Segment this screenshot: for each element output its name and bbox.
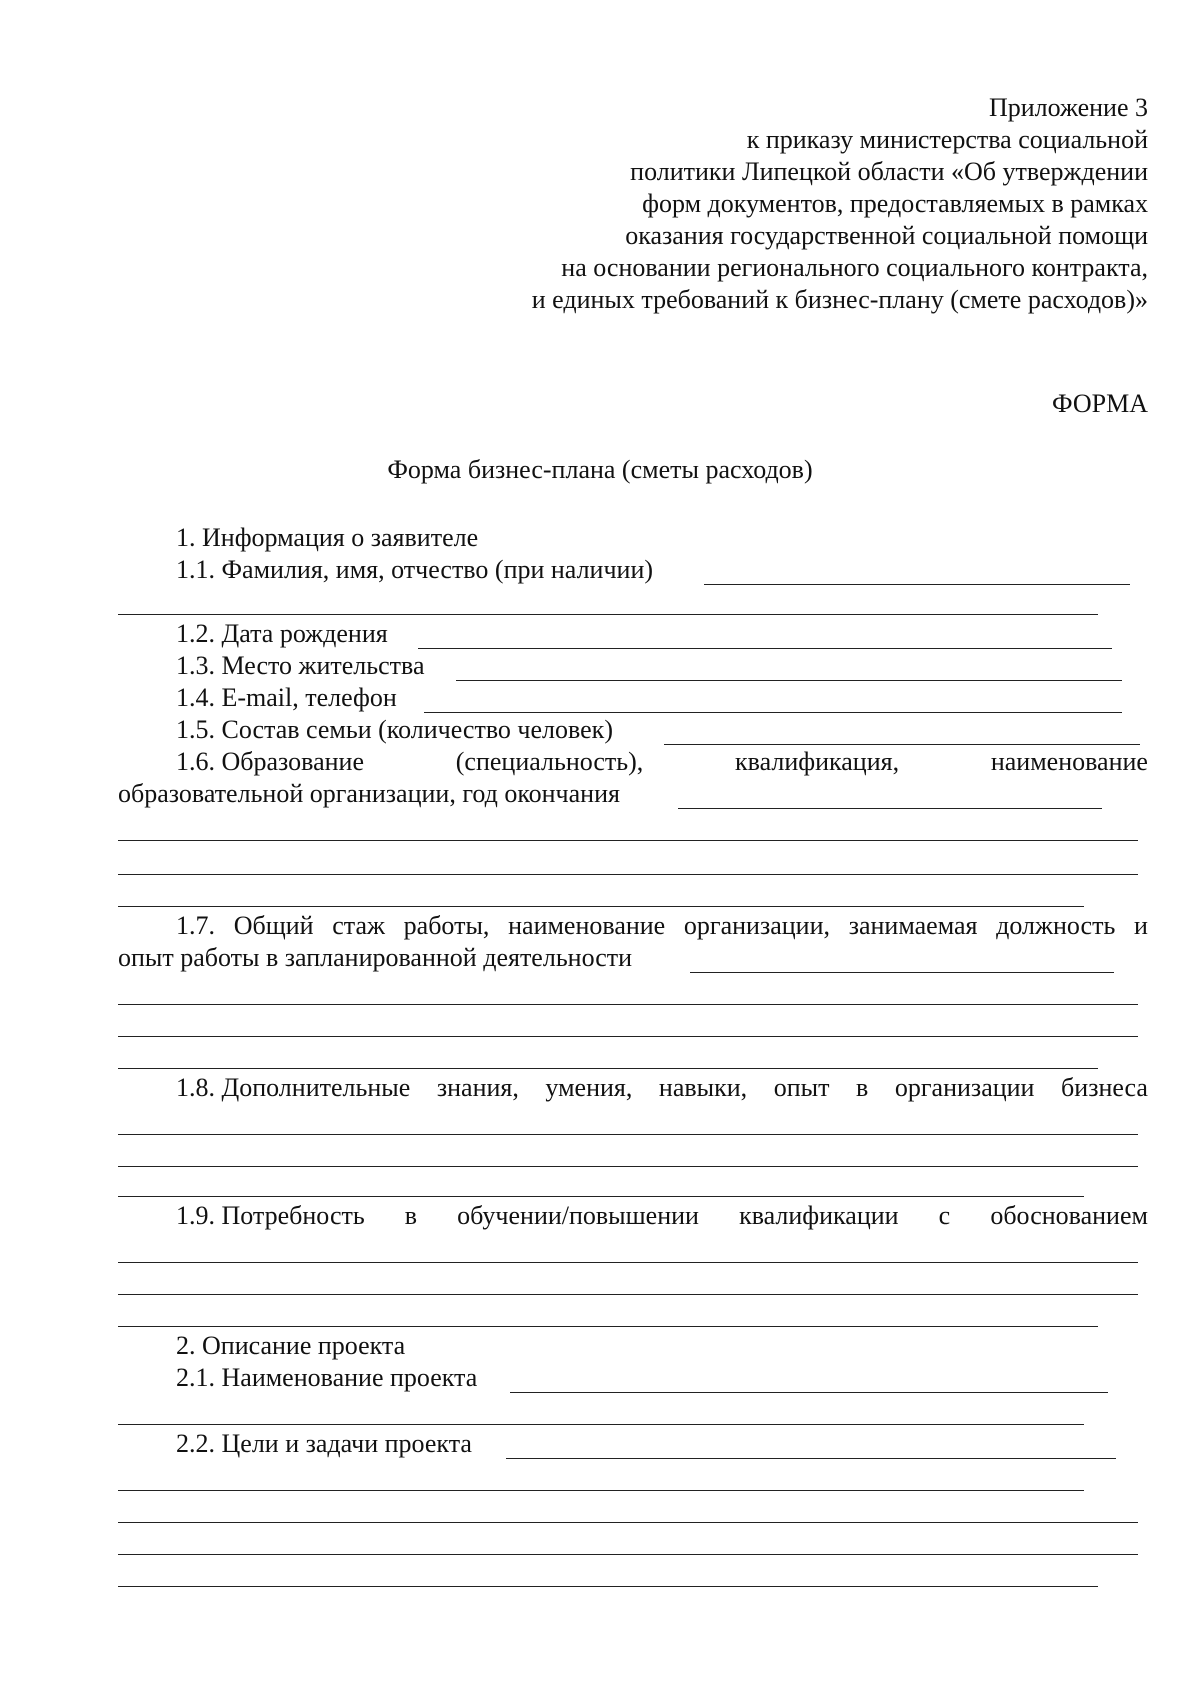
fill-line-project-name-2[interactable] [118,1424,1084,1425]
fill-line-skills-2[interactable] [118,1166,1138,1167]
fill-line-skills-3[interactable] [118,1196,1084,1197]
word: наименование [990,747,1148,776]
annex-line: политики Липецкой области «Об утверждении [630,157,1148,186]
word: опыт [773,1073,830,1102]
fill-line-residence[interactable] [456,680,1122,681]
word: должность [996,911,1116,940]
fill-line-experience-2[interactable] [118,1004,1138,1005]
fill-line-education-4[interactable] [118,906,1084,907]
fill-line-email-phone[interactable] [424,712,1122,713]
fill-line-education-2[interactable] [118,840,1138,841]
field-label-education-cont: образовательной организации, год окончания [118,779,620,808]
section-2-heading: 2. Описание проекта [176,1331,406,1360]
fill-line-skills[interactable] [118,1134,1138,1135]
word: знания, [436,1073,519,1102]
field-label-full-name: 1.1. Фамилия, имя, отчество (при наличии) [176,555,654,584]
field-label-experience [176,910,1148,942]
fill-line-education[interactable] [678,808,1102,809]
word: 1.7. [176,911,215,940]
form-label: ФОРМА [1052,389,1148,418]
word: навыки, [658,1073,748,1102]
fill-line-project-goals-2[interactable] [118,1490,1084,1491]
annex-line: и единых требований к бизнес-плану (смете расходов)» [531,285,1148,314]
fill-line-training[interactable] [118,1262,1138,1263]
field-label-experience-cont: опыт работы в запланированной деятельности [118,943,633,972]
field-label-family: 1.5. Состав семьи (количество человек) [176,715,613,744]
word: обоснованием [990,1201,1148,1230]
word: Общий [233,911,314,940]
word: организации [894,1073,1035,1102]
annex-line: к приказу министерства социальной [746,125,1148,154]
field-label-project-name: 2.1. Наименование проекта [176,1363,478,1392]
field-label-project-goals: 2.2. Цели и задачи проекта [176,1429,472,1458]
annex-header [428,92,1148,316]
word: 1.6. Образование [176,747,365,776]
field-label-birth-date: 1.2. Дата рождения [176,619,388,648]
document-title: Форма бизнес-плана (сметы расходов) [387,455,813,484]
word: (специальность), [455,747,644,776]
word: работы, [403,911,490,940]
word: обучении/повышении [457,1201,699,1230]
field-label-residence: 1.3. Место жительства [176,651,425,680]
annex-line: форм документов, предоставляемых в рамках [642,189,1148,218]
field-label-training [176,1200,1148,1232]
word: с [938,1201,951,1230]
fill-line-experience[interactable] [690,972,1114,973]
annex-line: оказания государственной социальной помощи [625,221,1148,250]
fill-line-project-goals-5[interactable] [118,1586,1098,1587]
word: занимаемая [848,911,978,940]
word: и [1134,911,1148,940]
fill-line-project-goals-4[interactable] [118,1554,1138,1555]
field-label-skills [176,1072,1148,1104]
annex-line: Приложение 3 [988,93,1148,122]
annex-line: на основании регионального социального контракта, [561,253,1148,282]
fill-line-family[interactable] [664,744,1140,745]
word: в [404,1201,418,1230]
fill-line-training-3[interactable] [118,1326,1098,1327]
word: стаж [332,911,385,940]
fill-line-training-2[interactable] [118,1294,1138,1295]
fill-line-full-name[interactable] [704,584,1130,585]
fill-line-project-goals[interactable] [506,1458,1116,1459]
fill-line-project-name[interactable] [510,1392,1108,1393]
word: наименование [508,911,666,940]
fill-line-full-name-cont[interactable] [118,614,1098,615]
fill-line-project-goals-3[interactable] [118,1522,1138,1523]
word: 1.8. Дополнительные [176,1073,411,1102]
word: в [856,1073,869,1102]
word: 1.9. Потребность [176,1201,365,1230]
word: квалификации [739,1201,899,1230]
word: организации, [683,911,831,940]
fill-line-education-3[interactable] [118,874,1138,875]
section-1-heading: 1. Информация о заявителе [176,523,479,552]
fill-line-experience-4[interactable] [118,1068,1098,1069]
fill-line-experience-3[interactable] [118,1036,1138,1037]
field-label-email-phone: 1.4. E-mail, телефон [176,683,397,712]
field-label-education [176,746,1148,778]
fill-line-birth-date[interactable] [418,648,1112,649]
word: квалификация, [735,747,900,776]
word: бизнеса [1061,1073,1148,1102]
word: умения, [545,1073,633,1102]
